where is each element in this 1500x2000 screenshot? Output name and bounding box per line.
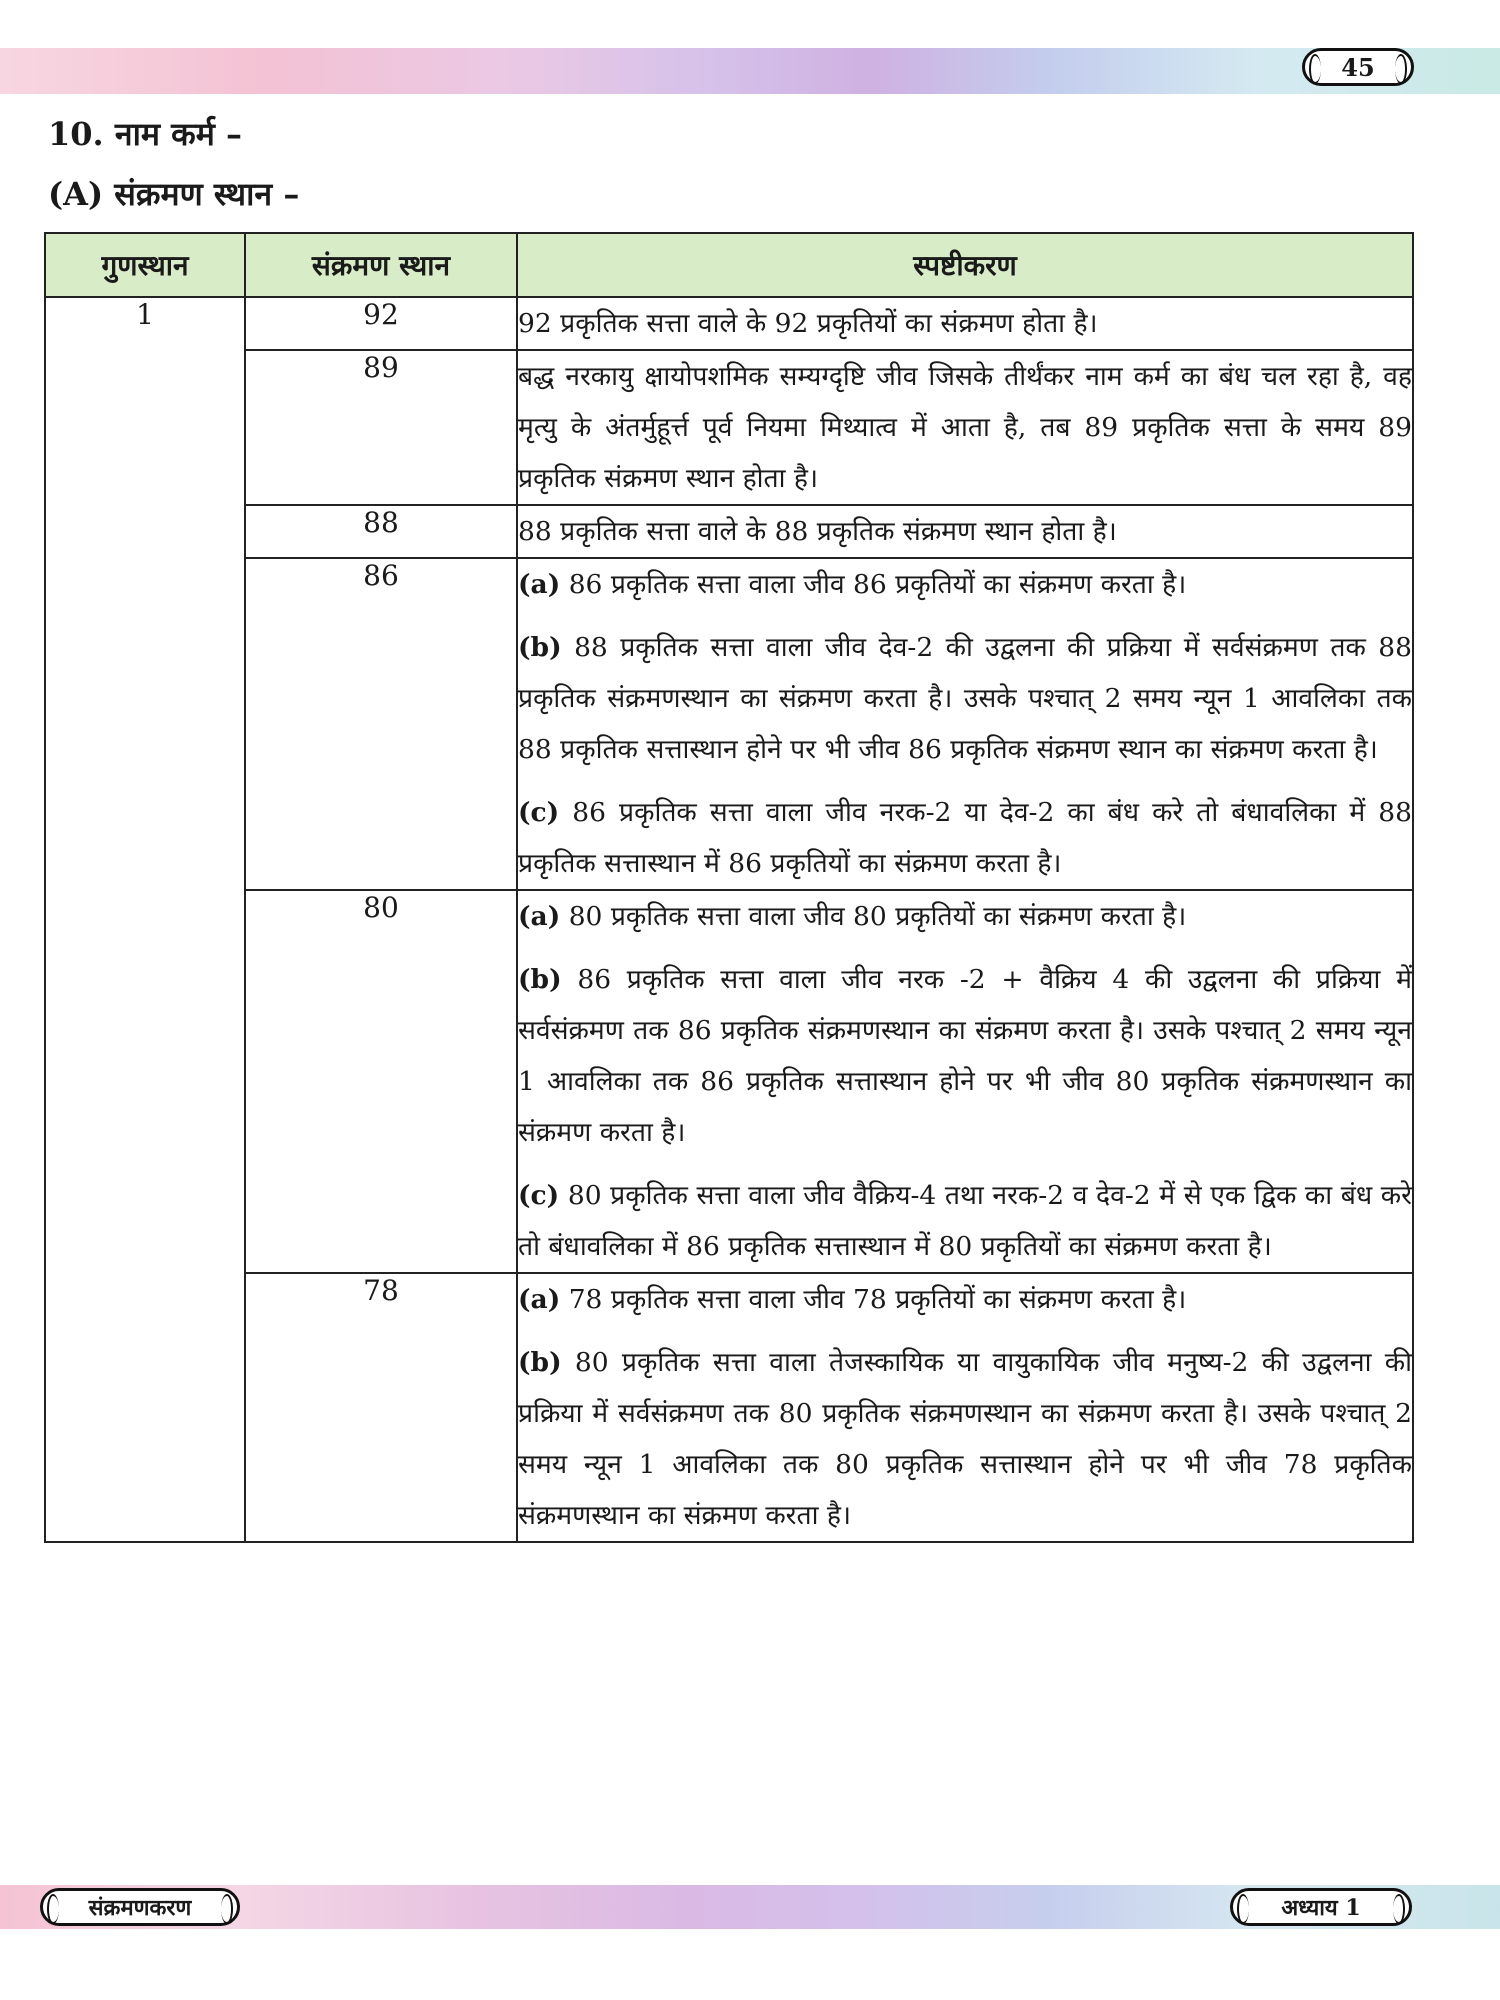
paragraph-text: 80 प्रकृतिक सत्ता वाला जीव 80 प्रकृतियों का संक्रमण करता है। (568, 901, 1187, 932)
footer-book-title: संक्रमणकरण (40, 1888, 240, 1926)
paragraph-label: (a) (518, 1284, 561, 1315)
paragraph-text: 80 प्रकृतिक सत्ता वाला तेजस्कायिक या वायुकायिक जीव मनुष्य-2 की उद्वलना की प्रक्रिया में सर्वसंक्रमण तक 80 प्रकृतिक संक्रमणस्थान का संक्रमण करता है। उसके पश्चात् 2 समय न्यून 1 आवलिका तक 80 प्रकृतिक सत्तास्थान होने पर भी जीव 78 प्रकृतिक संक्रमणस्थान का संक्रमण करता है। (518, 1347, 1412, 1531)
paragraph-label: (c) (518, 797, 560, 828)
gunasthana-cell: 1 (45, 297, 245, 1542)
paragraph-text: 86 प्रकृतिक सत्ता वाला जीव 86 प्रकृतियों का संक्रमण करता है। (568, 569, 1187, 600)
paragraph-label: (a) (518, 901, 561, 932)
table-row (45, 890, 1413, 1273)
explanation-paragraph (518, 622, 1412, 775)
paragraph-text: 86 प्रकृतिक सत्ता वाला जीव नरक-2 या देव-2 का बंध करे तो बंधावलिका में 88 प्रकृतिक सत्तास्थान में 86 प्रकृतियों का संक्रमण करता है। (518, 797, 1412, 879)
explanation-cell (517, 1273, 1413, 1542)
explanation-paragraph (518, 891, 1412, 942)
paragraph-label: (a) (518, 569, 561, 600)
header-decorative-band (0, 48, 1500, 94)
sankraman-sthana-table (44, 232, 1414, 1543)
table-row (45, 505, 1413, 558)
explanation-cell (517, 890, 1413, 1273)
explanation-paragraph (518, 1274, 1412, 1325)
table-header-row (45, 233, 1413, 297)
explanation-paragraph (518, 1337, 1412, 1541)
subsection-heading: (A) संक्रमण स्थान – (48, 175, 300, 213)
explanation-paragraph (518, 787, 1412, 889)
header-sankraman-sthana: संक्रमण स्थान (245, 233, 517, 297)
paragraph-text: 88 प्रकृतिक सत्ता वाले के 88 प्रकृतिक संक्रमण स्थान होता है। (518, 516, 1117, 547)
paragraph-text: 92 प्रकृतिक सत्ता वाले के 92 प्रकृतियों का संक्रमण होता है। (518, 308, 1098, 339)
footer-chapter: अध्याय 1 (1230, 1888, 1412, 1926)
table-row (45, 1273, 1413, 1542)
sankraman-sthana-cell: 86 (245, 558, 517, 890)
sankraman-sthana-cell: 89 (245, 350, 517, 505)
paragraph-text: 78 प्रकृतिक सत्ता वाला जीव 78 प्रकृतियों का संक्रमण करता है। (568, 1284, 1187, 1315)
explanation-paragraph (518, 954, 1412, 1158)
explanation-paragraph (518, 351, 1412, 504)
explanation-cell (517, 297, 1413, 350)
explanation-cell (517, 350, 1413, 505)
page-number-badge: 45 (1302, 48, 1414, 86)
section-heading: 10. नाम कर्म – (48, 115, 242, 153)
paragraph-label: (c) (518, 1180, 560, 1211)
explanation-cell (517, 558, 1413, 890)
explanation-paragraph (518, 559, 1412, 610)
paragraph-text: 86 प्रकृतिक सत्ता वाला जीव नरक -2 + वैक्रिय 4 की उद्वलना की प्रक्रिया में सर्वसंक्रमण तक 86 प्रकृतिक संक्रमणस्थान का संक्रमण करता है। उसके पश्चात् 2 समय न्यून 1 आवलिका तक 86 प्रकृतिक सत्तास्थान होने पर भी जीव 80 प्रकृतिक संक्रमणस्थान का संक्रमण करता है। (518, 964, 1412, 1148)
explanation-paragraph (518, 506, 1412, 557)
header-gunasthana: गुणस्थान (45, 233, 245, 297)
paragraph-text: 88 प्रकृतिक सत्ता वाला जीव देव-2 की उद्वलना की प्रक्रिया में सर्वसंक्रमण तक 88 प्रकृतिक संक्रमणस्थान का संक्रमण करता है। उसके पश्चात् 2 समय न्यून 1 आवलिका तक 88 प्रकृतिक सत्तास्थान होने पर भी जीव 86 प्रकृतिक संक्रमण स्थान का संक्रमण करता है। (518, 632, 1412, 765)
explanation-paragraph (518, 1170, 1412, 1272)
table-row (45, 297, 1413, 350)
table-row (45, 350, 1413, 505)
paragraph-label: (b) (518, 964, 562, 995)
explanation-paragraph (518, 298, 1412, 349)
sankraman-sthana-cell: 92 (245, 297, 517, 350)
sankraman-sthana-cell: 80 (245, 890, 517, 1273)
table-row (45, 558, 1413, 890)
paragraph-label: (b) (518, 1347, 562, 1378)
explanation-cell (517, 505, 1413, 558)
paragraph-label: (b) (518, 632, 562, 663)
paragraph-text: बद्ध नरकायु क्षायोपशमिक सम्यग्दृष्टि जीव जिसके तीर्थंकर नाम कर्म का बंध चल रहा है, वह मृत्यु के अंतर्मुहूर्त्त पूर्व नियमा मिथ्यात्व में आता है, तब 89 प्रकृतिक सत्ता के समय 89 प्रकृतिक संक्रमण स्थान होता है। (518, 361, 1412, 494)
sankraman-sthana-cell: 88 (245, 505, 517, 558)
paragraph-text: 80 प्रकृतिक सत्ता वाला जीव वैक्रिय-4 तथा नरक-2 व देव-2 में से एक द्विक का बंध करे तो बंधावलिका में 86 प्रकृतिक सत्तास्थान में 80 प्रकृतियों का संक्रमण करता है। (518, 1180, 1412, 1262)
header-spashtikaran: स्पष्टीकरण (517, 233, 1413, 297)
sankraman-sthana-cell: 78 (245, 1273, 517, 1542)
